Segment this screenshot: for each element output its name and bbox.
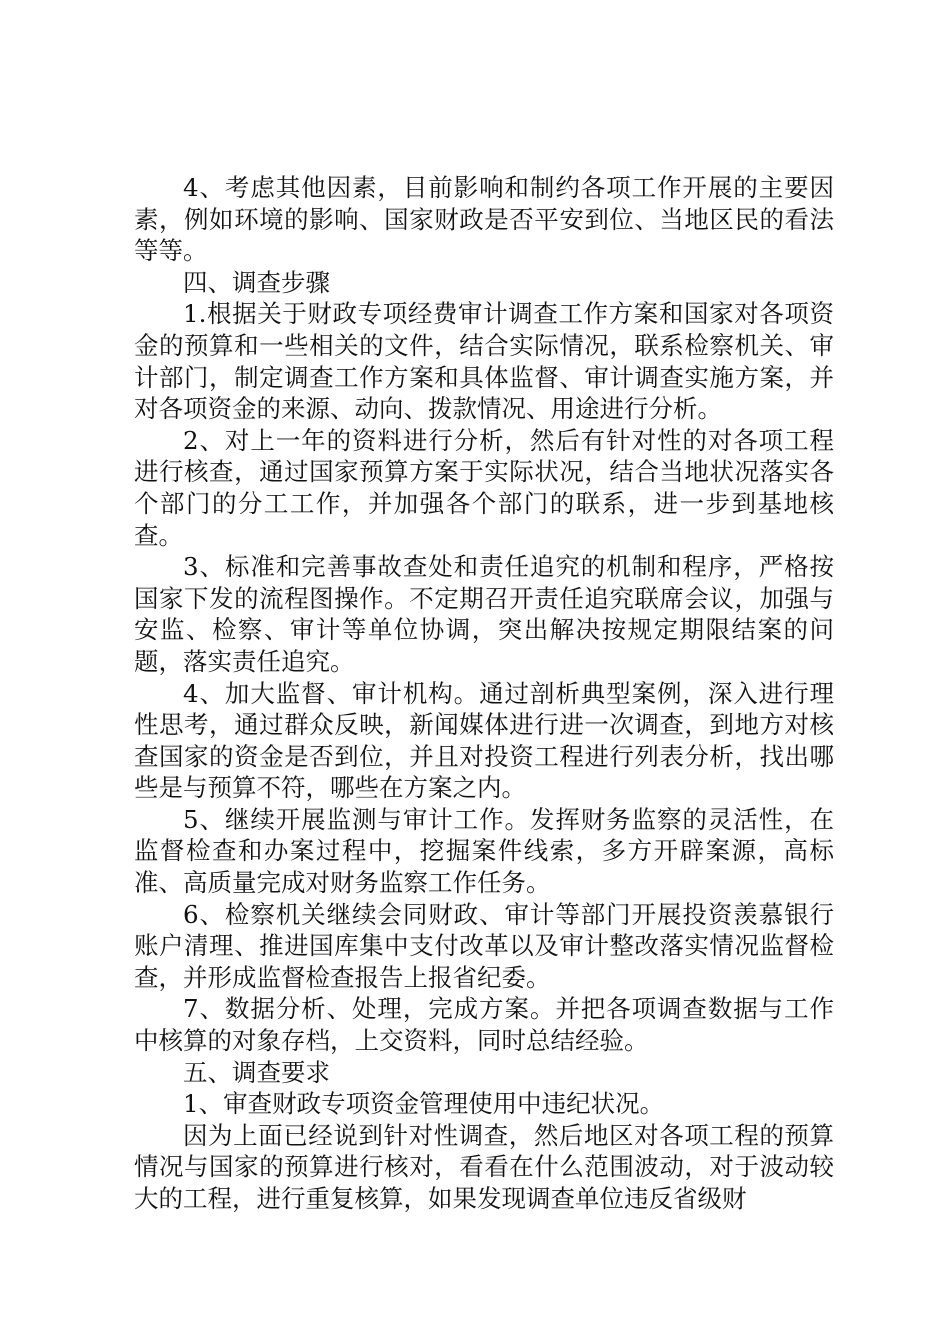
paragraph-step-3: 3、标准和完善事故查处和责任追究的机制和程序，严格按国家下发的流程图操作。不定期召开责任追究联席会议，加强与安监、检察、审计等单位协调，突出解决按规定期限结案的问题，落实责任追究。	[134, 552, 834, 676]
paragraph-step-7: 7、数据分析、处理，完成方案。并把各项调查数据与工作中核算的对象存档，上交资料，同时总结经验。	[134, 994, 834, 1056]
section-heading-investigation-steps: 四、调查步骤	[183, 267, 330, 297]
paragraph-step-1: 1.根据关于财政专项经费审计调查工作方案和国家对各项资金的预算和一些相关的文件，结合实际情况，联系检察机关、审计部门，制定调查工作方案和具体监督、审计调查实施方案，并对各项资金的来源、动向、拨款情况、用途进行分析。	[134, 299, 834, 424]
paragraph-step-5: 5、继续开展监测与审计工作。发挥财务监察的灵活性，在监督检查和办案过程中，挖掘案件线索，多方开辟案源，高标准、高质量完成对财务监察工作任务。	[134, 804, 834, 898]
paragraph-requirement-1-detail: 因为上面已经说到针对性调查，然后地区对各项工程的预算情况与国家的预算进行核对，看看在什么范围波动，对于波动较大的工程，进行重复核算，如果发现调查单位违反省级财	[134, 1120, 834, 1213]
paragraph-step-2: 2、对上一年的资料进行分析，然后有针对性的对各项工程进行核查，通过国家预算方案于实际状况，结合当地状况落实各个部门的分工工作，并加强各个部门的联系，进一步到基地核查。	[134, 425, 834, 550]
document-body	[134, 172, 834, 1215]
paragraph-step-4: 4、加大监督、审计机构。通过剖析典型案例，深入进行理性思考，通过群众反映，新闻媒体进行进一次调查，到地方对核查国家的资金是否到位，并且对投资工程进行列表分析，找出哪些是与预算不符，哪些在方案之内。	[134, 678, 834, 803]
paragraph-item-4-other-factors: 4、考虑其他因素，目前影响和制约各项工作开展的主要因素，例如环境的影响、国家财政是否平安到位、当地区民的看法等等。	[134, 173, 834, 266]
paragraph-requirement-1: 1、审查财政专项资金管理使用中违纪状况。	[183, 1089, 665, 1119]
section-heading-investigation-requirements: 五、调查要求	[183, 1057, 330, 1087]
paragraph-step-6: 6、检察机关继续会同财政、审计等部门开展投资羡慕银行账户清理、推进国库集中支付改革以及审计整改落实情况监督检查，并形成监督检查报告上报省纪委。	[134, 899, 834, 992]
